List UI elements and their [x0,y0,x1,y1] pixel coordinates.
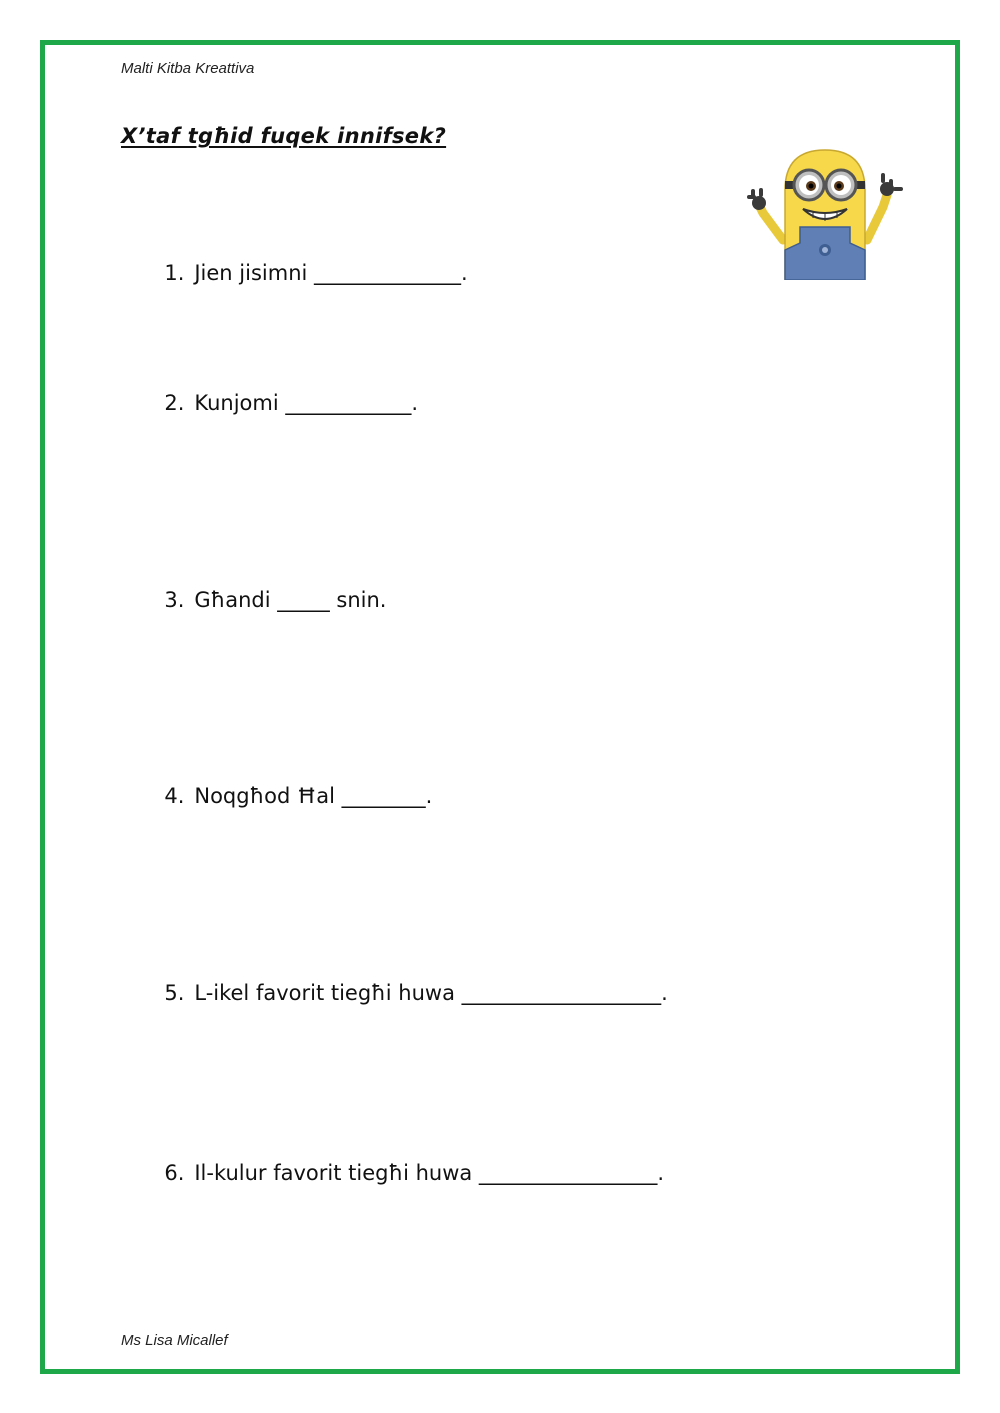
question-number: 5. [164,981,185,1005]
question-number: 1. [164,261,185,285]
header-course-name: Malti Kitba Kreattiva [121,60,255,77]
minion-illustration [745,145,905,280]
footer-author: Ms Lisa Micallef [121,1332,228,1349]
question-number: 6. [164,1161,185,1185]
question-1 [151,242,468,284]
question-number: 3. [164,588,185,612]
question-text: Għandi _____ snin. [194,588,387,612]
question-number: 4. [164,784,185,808]
question-2 [151,372,418,414]
question-text: Il-kulur favorit tiegħi huwa _________________. [194,1161,665,1185]
question-text: Kunjomi ____________. [194,391,419,415]
worksheet-title: X’taf tgħid fuqek innifsek? [121,124,447,148]
question-3 [151,569,387,611]
question-6 [151,1142,664,1184]
question-text: L-ikel favorit tiegħi huwa ___________________. [194,981,668,1005]
question-number: 2. [164,391,185,415]
question-text: Noqgħod Ħal ________. [194,784,433,808]
question-4 [151,765,432,807]
question-5 [151,962,668,1004]
question-text: Jien jisimni ______________. [194,261,468,285]
